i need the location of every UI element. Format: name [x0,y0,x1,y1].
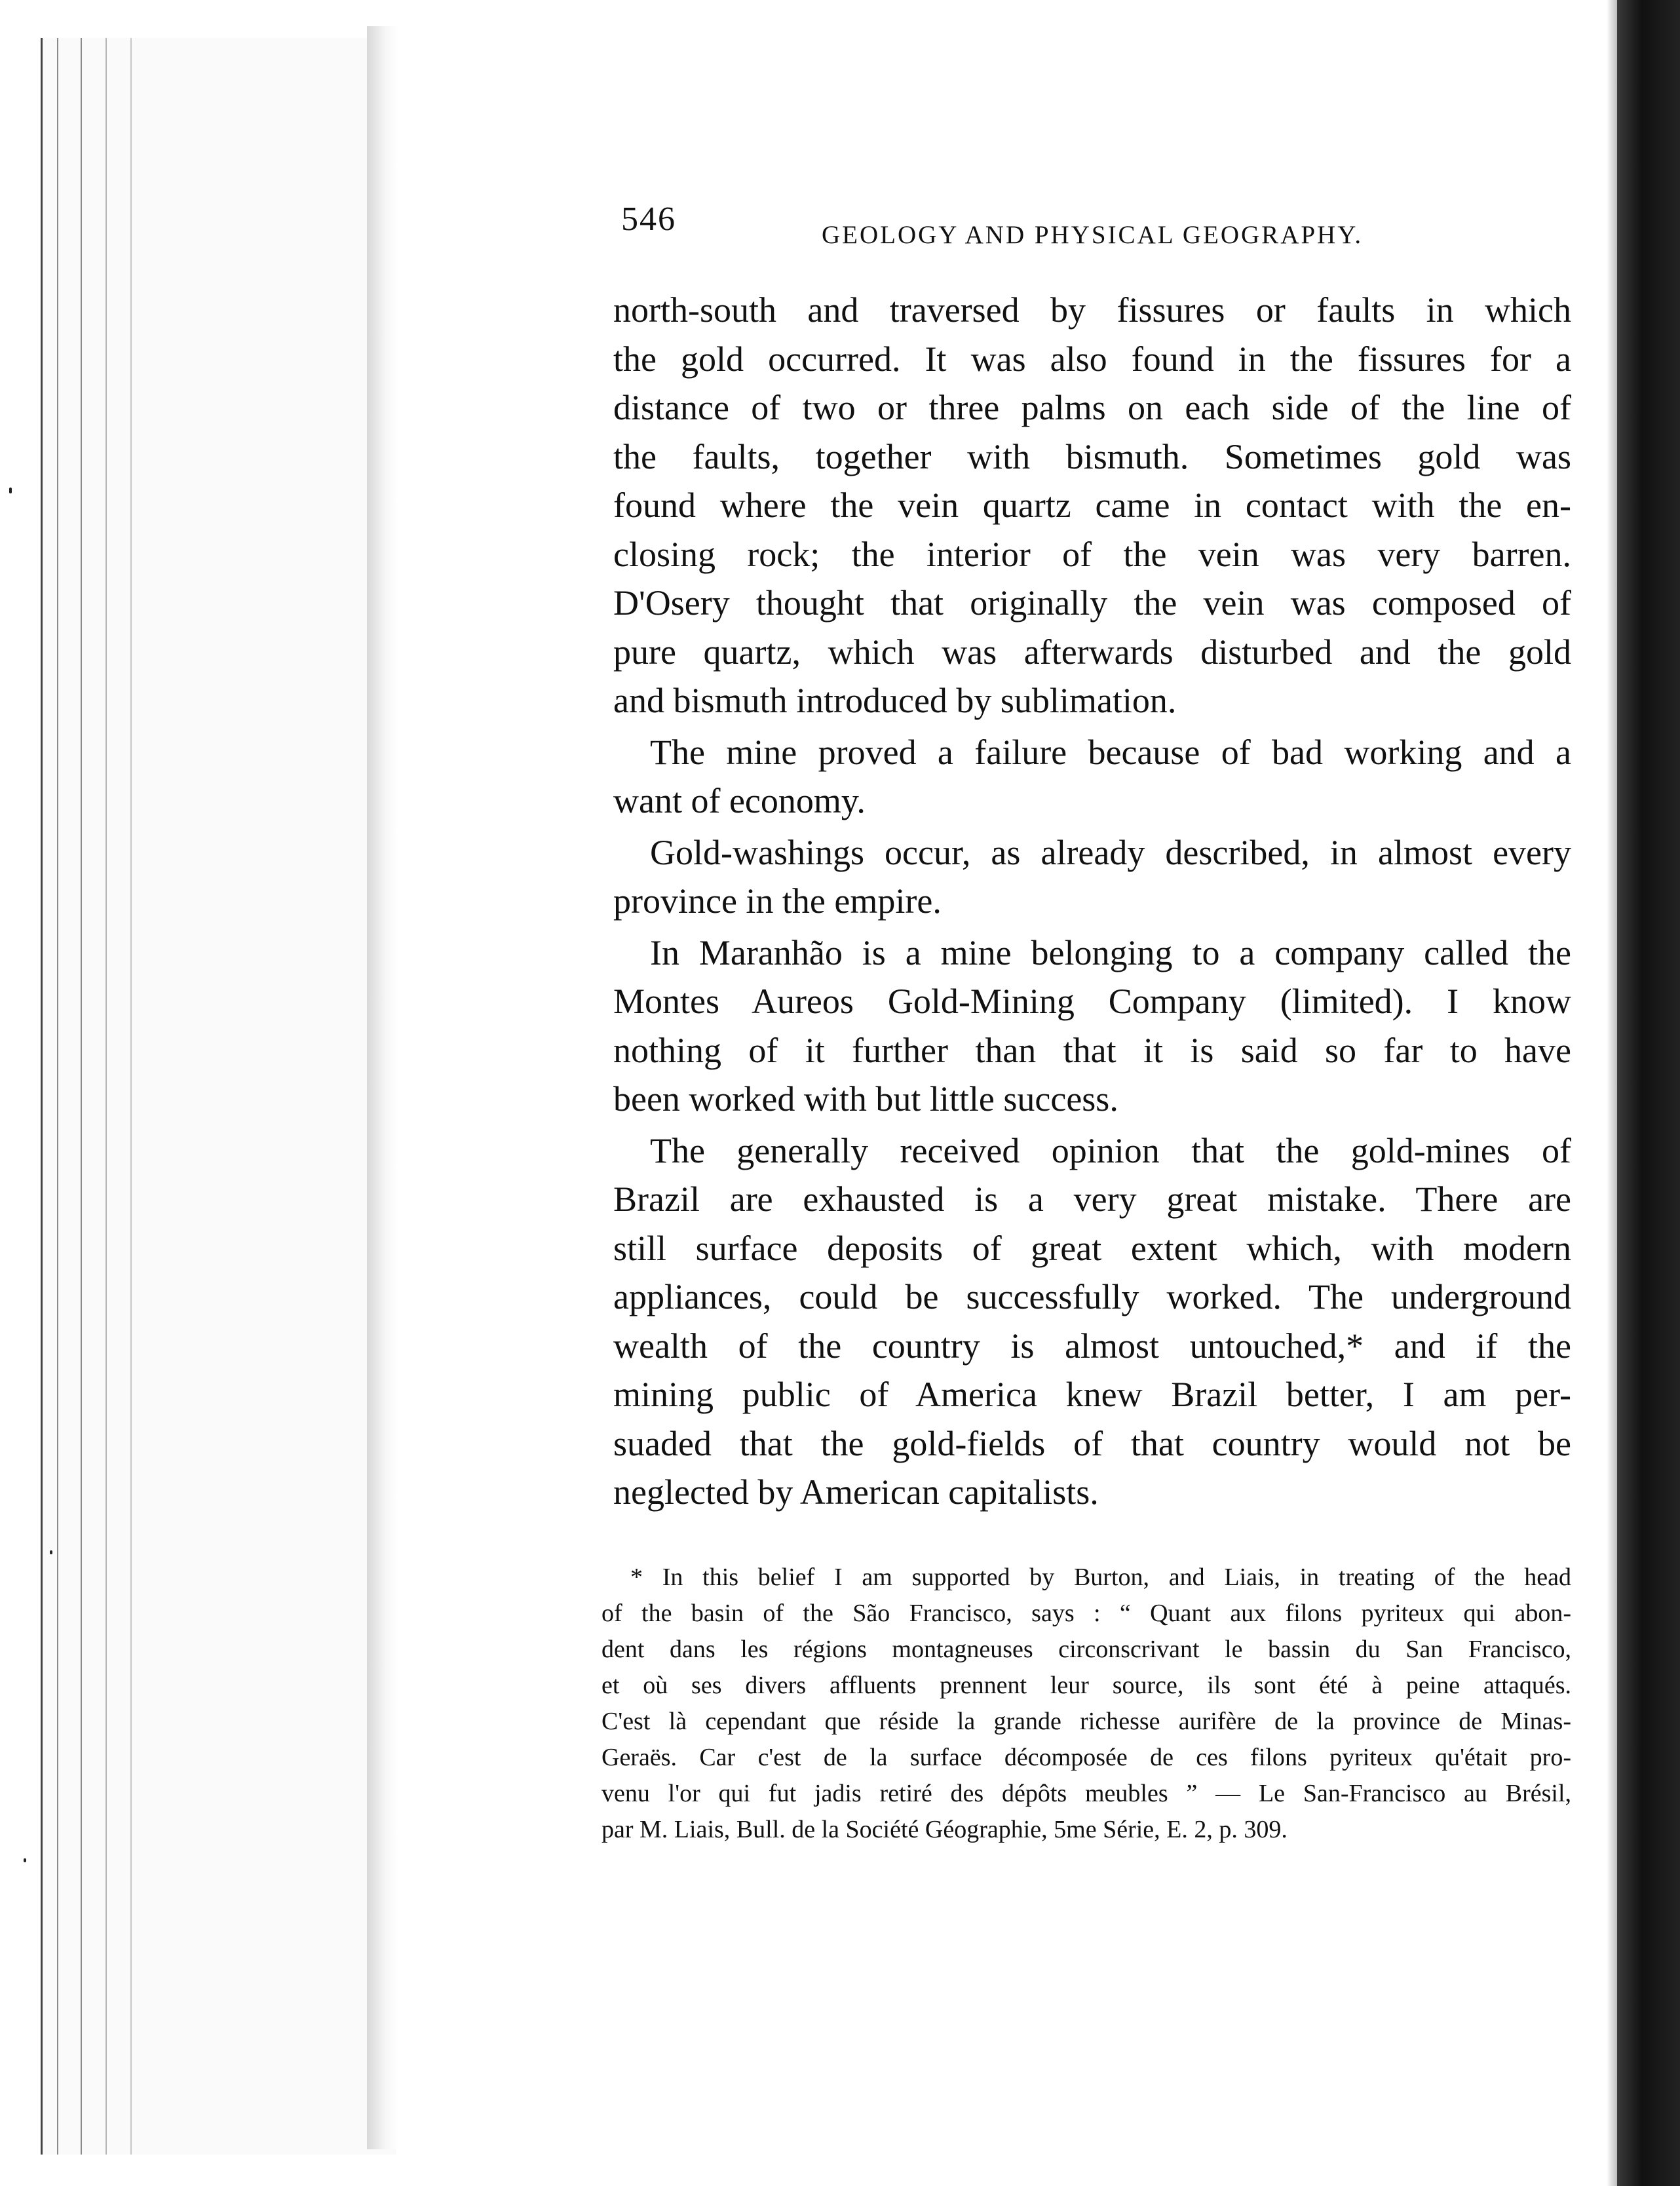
text-line: suaded that the gold-fields of that country would not be [613,1423,1571,1463]
text-line: pure quartz, which was afterwards disturbed and the gold [613,632,1571,672]
text-line: Gold-washings occur, as already described, in almost every [650,832,1571,872]
footnote-line: dent dans les régions montagneuses circonscrivant le bassin du San Francisco, [601,1636,1571,1663]
scan-speck [9,488,12,493]
text-line: mining public of America knew Brazil better, I am per- [613,1375,1571,1414]
page-number: 546 [621,201,676,238]
text-line: nothing of it further than that it is said so far to have [613,1030,1571,1070]
footnote-line: C'est là cependant que réside la grande richesse aurifère de la province de Minas- [601,1708,1571,1735]
running-head: GEOLOGY AND PHYSICAL GEOGRAPHY. [822,221,1364,249]
text-line: been worked with but little success. [613,1079,1118,1119]
text-line: In Maranhão is a mine belonging to a company called the [650,932,1571,972]
footnote-line: venu l'or qui fut jadis retiré des dépôts meubles ” — Le San-Francisco au Brésil, [601,1780,1571,1807]
book-page-edges [41,38,396,2155]
paragraph-5 [613,1126,1571,1517]
text-line: wealth of the country is almost untouched,* and if the [613,1326,1571,1366]
page-gutter-shadow [367,26,398,2149]
text-line: and bismuth introduced by sublimation. [613,681,1177,720]
text-line: D'Osery thought that originally the vein was composed of [613,583,1571,623]
paragraph-1 [613,286,1571,725]
scan-speck [50,1550,52,1554]
footnote-line: par M. Liais, Bull. de la Société Géographie, 5me Série, E. 2, p. 309. [601,1816,1288,1843]
footnote-line: of the basin of the São Francisco, says : “ Quant aux filons pyriteux qui abon- [601,1600,1571,1627]
paragraph-3 [613,828,1571,926]
text-line: closing rock; the interior of the vein was very barren. [613,534,1571,574]
binding-highlight [1607,0,1617,2186]
text-line: province in the empire. [613,881,942,921]
text-line: north-south and traversed by fissures or faults in which [613,290,1571,330]
text-line: the faults, together with bismuth. Sometimes gold was [613,436,1571,476]
text-line: Brazil are exhausted is a very great mistake. There are [613,1179,1571,1219]
text-line: still surface deposits of great extent which, with modern [613,1228,1571,1268]
scan-speck [24,1858,26,1862]
text-line: The mine proved a failure because of bad working and a [650,732,1571,772]
text-line: the gold occurred. It was also found in the fissures for a [613,339,1571,379]
text-line: found where the vein quartz came in contact with the en- [613,486,1571,525]
footnote-line: et où ses divers affluents prennent leur source, ils sont été à peine attaqués. [601,1672,1571,1699]
footnote-line: Geraës. Car c'est de la surface décomposée de ces filons pyriteux qu'était pro- [601,1744,1571,1771]
text-line: want of economy. [613,781,866,820]
paragraph-2 [613,728,1571,826]
body-text [613,286,1571,1517]
footnote-line: * In this belief I am supported by Burton, and Liais, in treating of the head [630,1563,1571,1591]
text-line: Montes Aureos Gold-Mining Company (limited). I know [613,982,1571,1021]
text-line: neglected by American capitalists. [613,1472,1099,1512]
text-line: distance of two or three palms on each side of the line of [613,388,1571,427]
book-binding [1617,0,1680,2186]
text-line: appliances, could be successfully worked. The underground [613,1277,1571,1316]
text-line: The generally received opinion that the gold-mines of [650,1130,1571,1170]
footnote [601,1560,1571,1848]
paragraph-4 [613,929,1571,1124]
